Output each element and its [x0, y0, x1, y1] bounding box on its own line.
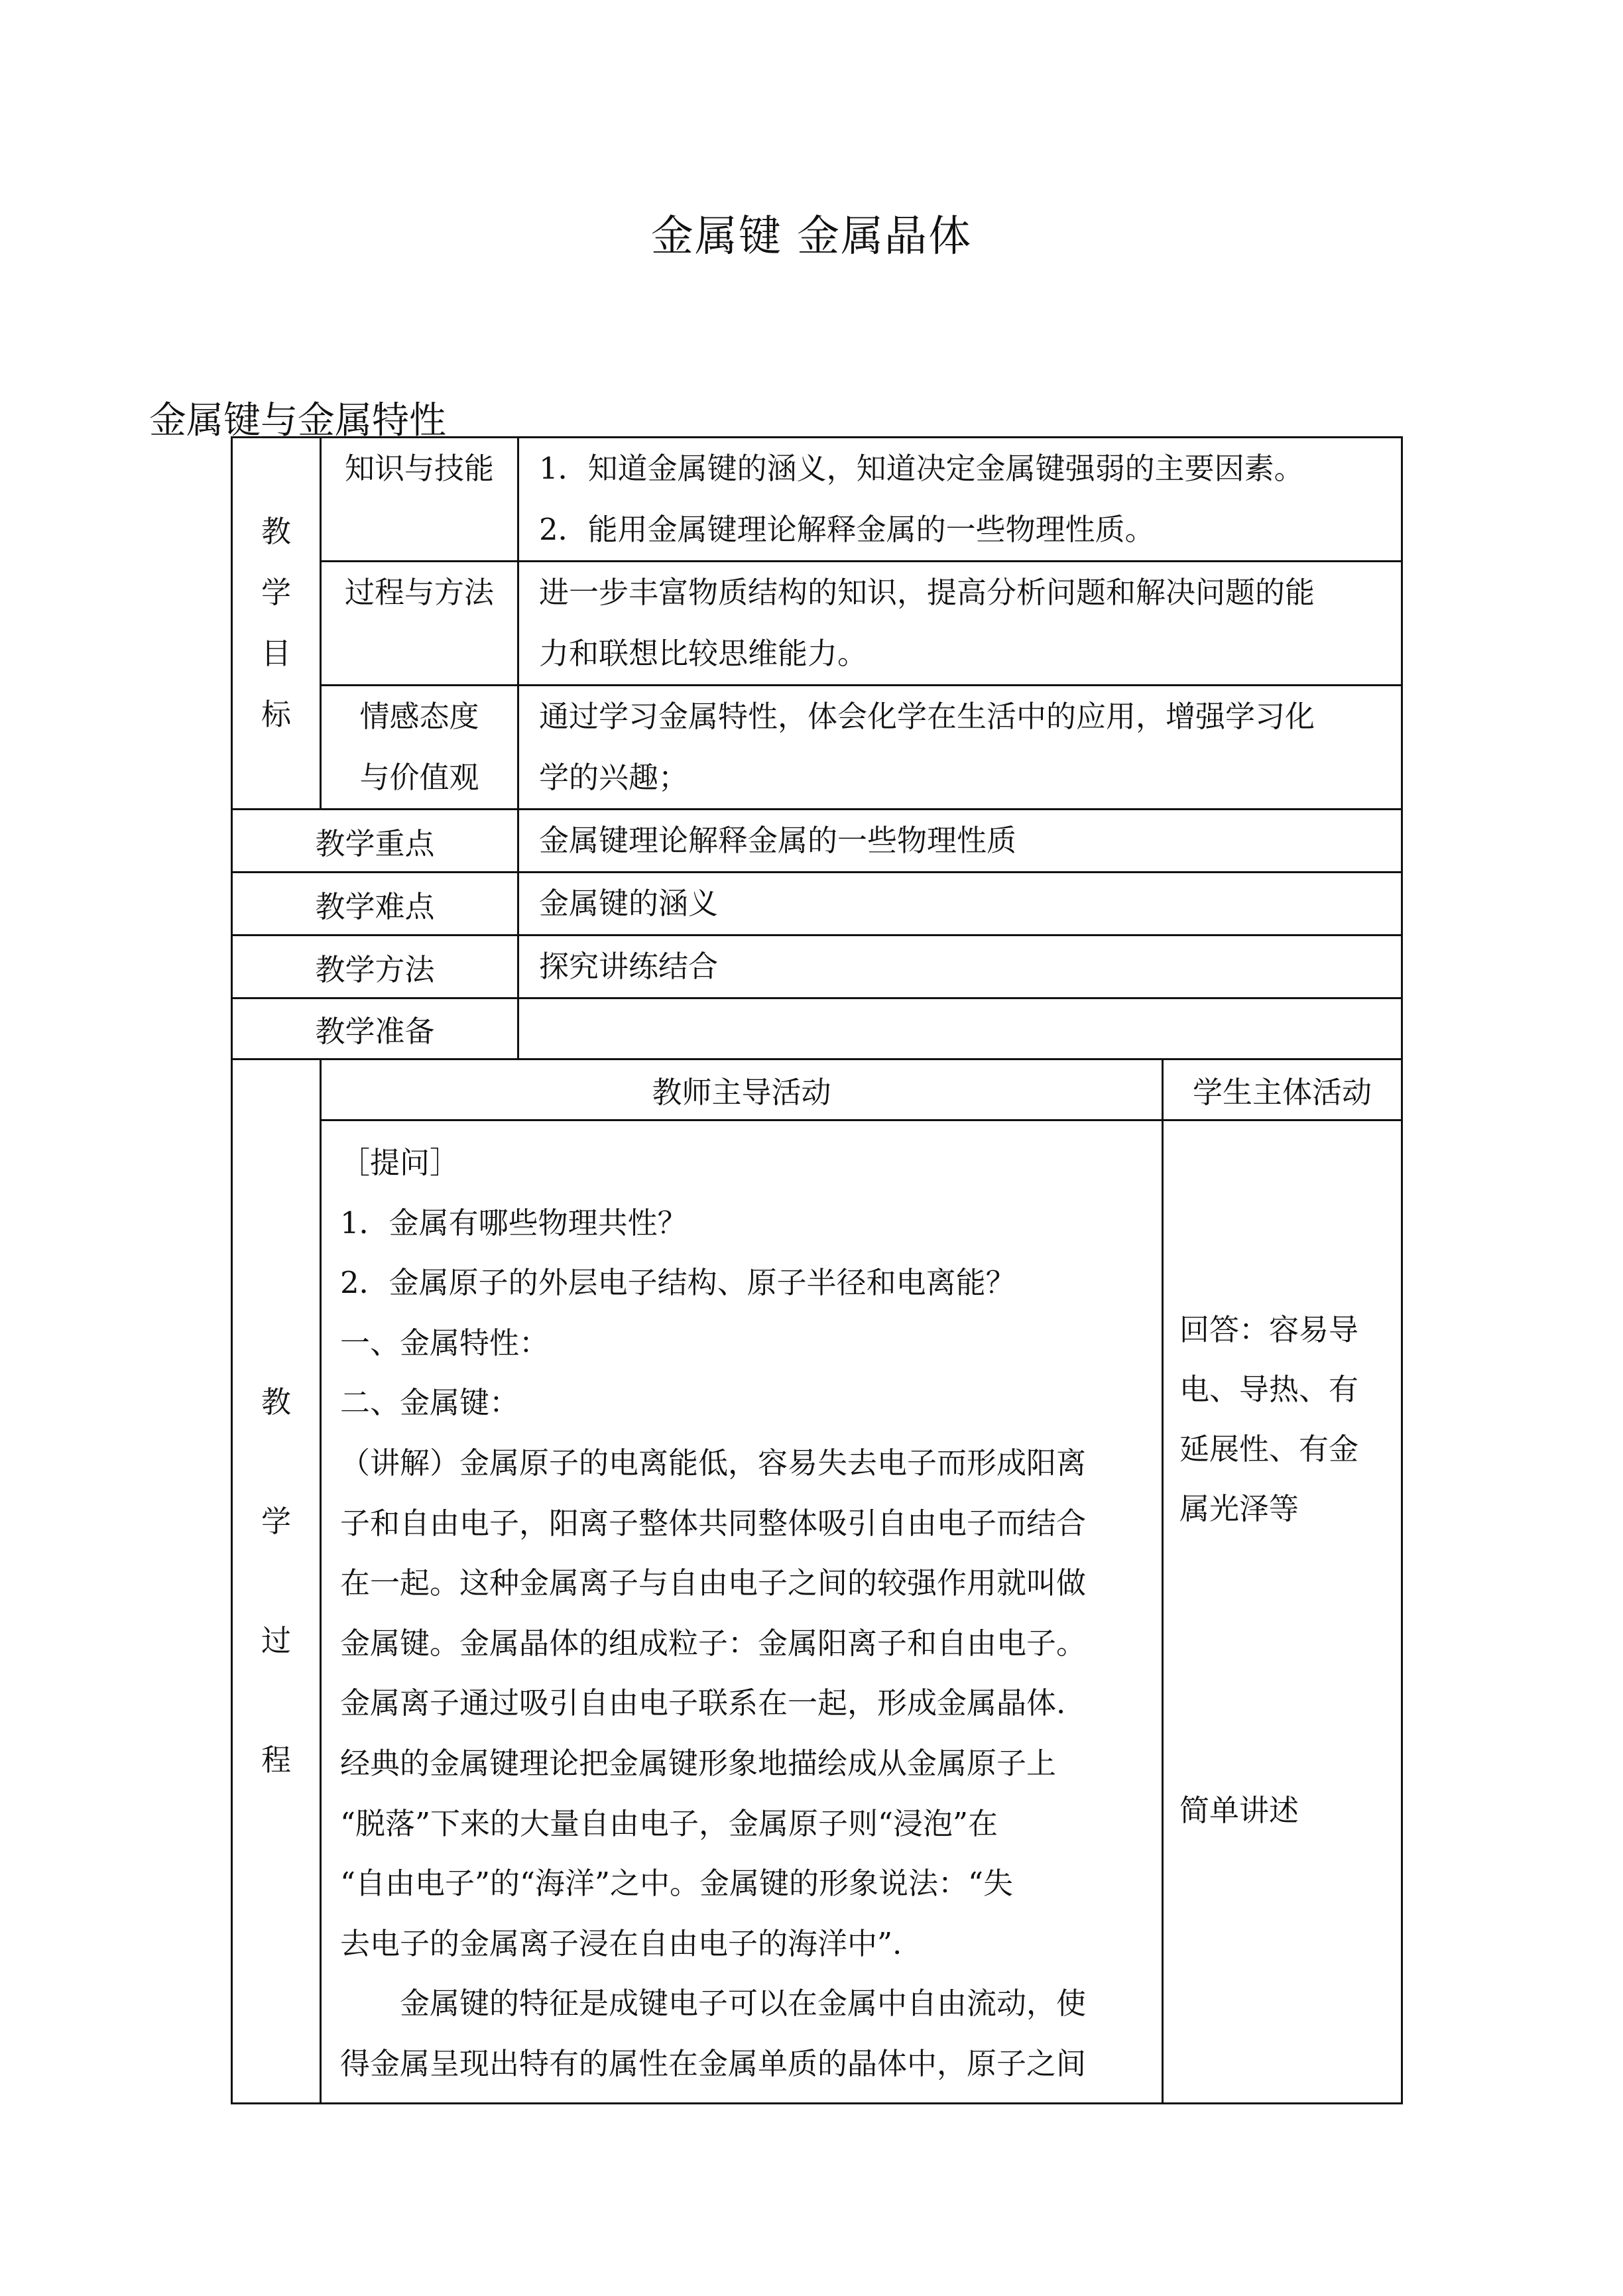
section-heading: 金属键与金属特性: [149, 399, 446, 442]
student-activity-header: 学生主体活动: [1163, 1059, 1402, 1120]
objective-label-process: 过程与方法: [321, 562, 518, 686]
objectives-label-char: 学: [261, 575, 291, 610]
process-label: [232, 1059, 321, 2104]
objective-content-process: 进一步丰富物质结构的知识，提高分析问题和解决问题的能 力和联想比较思维能力。: [518, 562, 1402, 686]
page-title: 金属键 金属晶体: [650, 212, 973, 261]
info-value-method: 探究讲练结合: [518, 936, 1402, 998]
teacher-activity-content: ［提问］ 1．金属有哪些物理共性？ 2．金属原子的外层电子结构、原子半径和电离能？ 一、金属特性： 二、金属键： （讲解）金属原子的电离能低，容易失去电子而形成阳离 子和自由电子，阳离子整体共同整体吸引自由电子而结合 在一起。这种金属离子与自由电子之间的较强作用就叫做 金属键。金属晶体的组成粒子：金属阳离子和自由电子。 金属离子通过吸引自由电子联系在一起，形成金属晶体. 经典的金属键理论把金属键形象地描绘成从金属原子上 “脱落”下来的大量自由电子，金属原子则“浸泡”在 “自由电子”的“海洋”之中。金属键的形象说法：“失 去电子的金属离子浸在自由电子的海洋中”. 金属键的特征是成键电子可以在金属中自由流动，使 得金属呈现出特有的属性在金属单质的晶体中，原子之间: [321, 1120, 1163, 2104]
info-value-key-point: 金属键理论解释金属的一些物理性质: [518, 810, 1402, 873]
teacher-activity-header: 教师主导活动: [321, 1059, 1163, 1120]
info-label-preparation: 教学准备: [232, 998, 518, 1059]
process-label-char: 程: [261, 1742, 291, 1778]
objectives-label: [232, 438, 321, 810]
student-activity-content: 回答：容易导 电、导热、有 延展性、有金 属光泽等 简单讲述: [1163, 1120, 1402, 2104]
info-label-key-point: 教学重点: [232, 810, 518, 873]
student-note: 简单讲述: [1179, 1793, 1299, 1828]
objective-label-knowledge: 知识与技能: [321, 438, 518, 562]
info-label-method: 教学方法: [232, 936, 518, 998]
process-label-char: 过: [261, 1623, 291, 1658]
info-value-preparation: [518, 998, 1402, 1059]
objectives-label-char: 目: [261, 636, 291, 671]
objective-content-knowledge: 1．知道金属键的涵义，知道决定金属键强弱的主要因素。 2．能用金属键理论解释金属的一些物理性质。: [518, 438, 1402, 562]
lesson-plan-table: [231, 436, 1401, 2104]
info-label-difficulty: 教学难点: [232, 873, 518, 936]
objective-content-attitude: 通过学习金属特性，体会化学在生活中的应用，增强学习化 学的兴趣；: [518, 686, 1402, 810]
objective-label-attitude: 情感态度 与价值观: [321, 686, 518, 810]
objectives-label-char: 教: [261, 514, 291, 549]
info-value-difficulty: 金属键的涵义: [518, 873, 1402, 936]
process-label-char: 学: [261, 1504, 291, 1539]
process-label-char: 教: [261, 1384, 291, 1420]
objectives-label-char: 标: [261, 697, 291, 732]
